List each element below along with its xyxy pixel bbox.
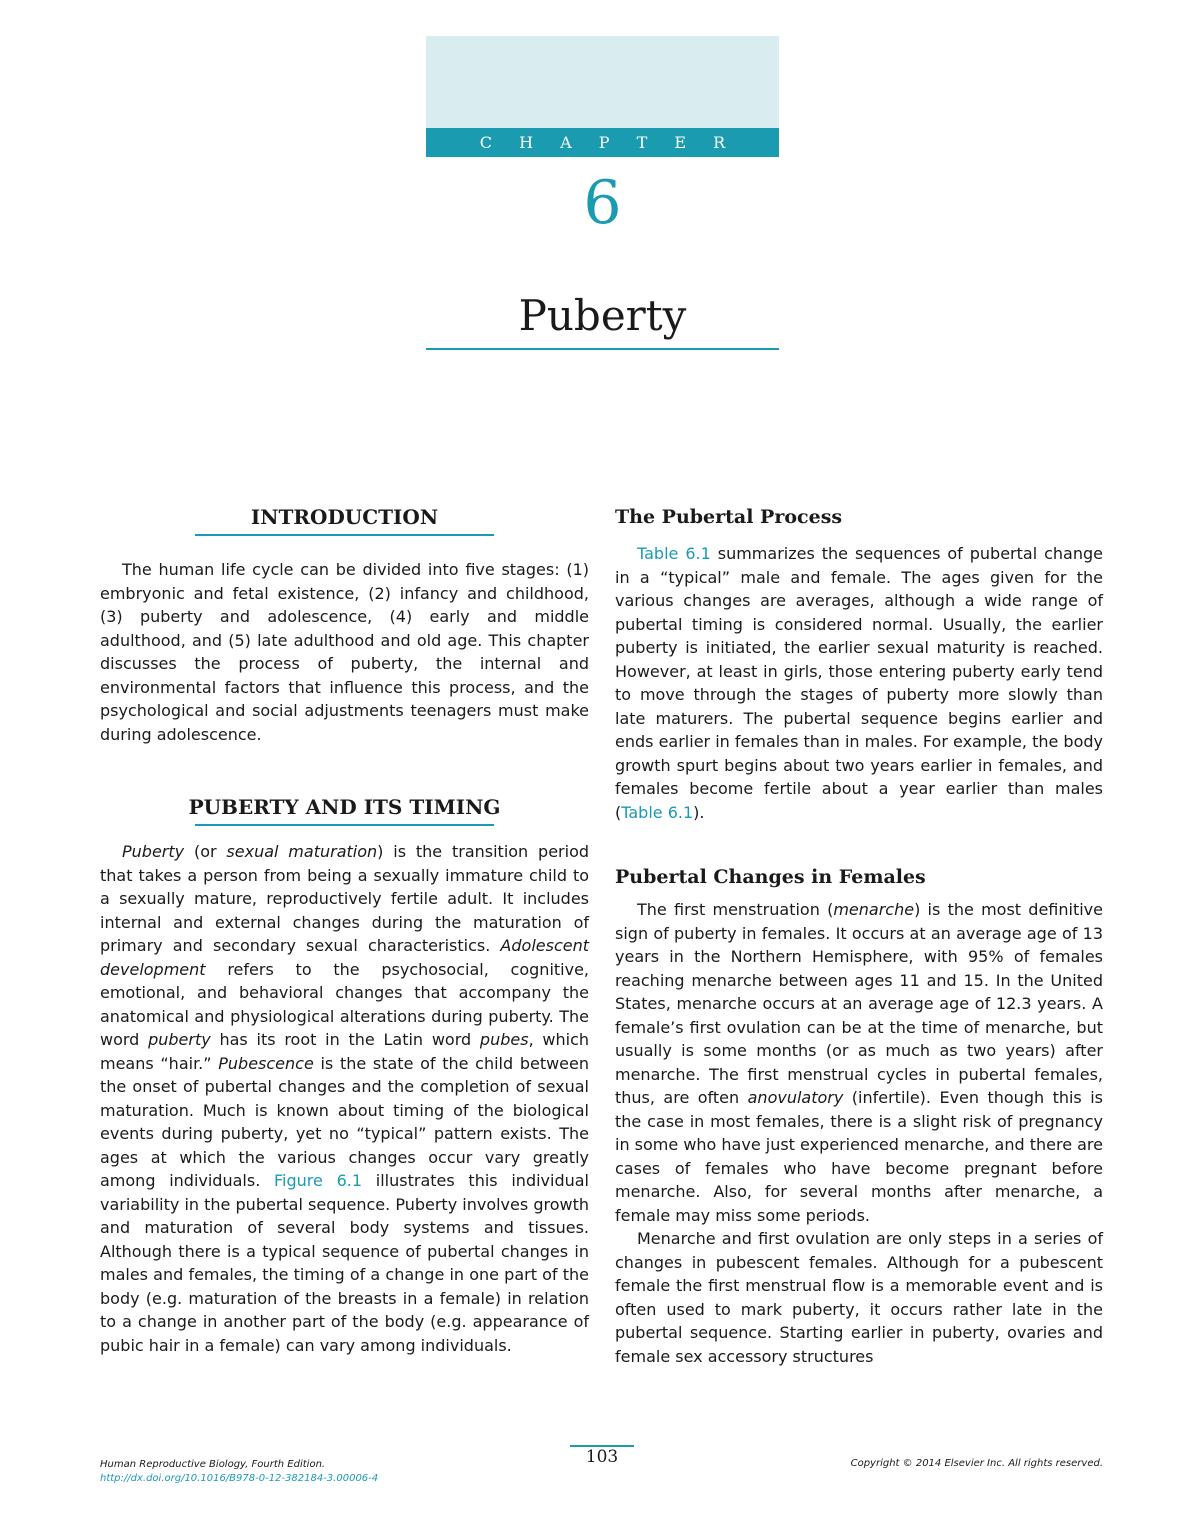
text: summarizes the sequences of pubertal change in a “typical” male and female. The ages given for the various changes are averages, although a wide range of pubertal timing is considered normal. Usually, the earlier puberty is initiated, the earlier sexual maturity is reached. However, at least in girls, those entering puberty early tend to move through the stages of puberty more slowly than late maturers. The pubertal sequence begins earlier and ends earlier in females than in males. For example, the body growth spurt begins about two years earlier in females, and females become fertile about a year earlier than males (	[615, 544, 1103, 822]
doi-link[interactable]: http://dx.doi.org/10.1016/B978-0-12-382184-3.00006-4	[100, 1473, 379, 1484]
text: ) is the most definitive sign of puberty in females. It occurs at an average age of 13 years in the Northern Hemisphere, with 95% of females reaching menarche between ages 11 and 15. In the United States, menarche occurs at an average age of 12.3 years. A female’s first ovulation can be at the time of menarche, but usually is some months (or as much as two years) after menarche. The first menstrual cycles in pubertal females, thus, are often	[615, 900, 1103, 1107]
copyright: Copyright © 2014 Elsevier Inc. All rights reserved.	[850, 1458, 1103, 1469]
left-column	[100, 500, 589, 1357]
chapter-number: 6	[583, 168, 622, 238]
term: sexual maturation	[226, 842, 378, 861]
text: The first menstruation (	[637, 900, 834, 919]
text: ) is the transition period that takes a person from being a sexually immature child to a sexually mature, reproductively fertile adult. It includes internal and external changes during the maturation of primary and secondary sexual characteristics.	[100, 842, 590, 955]
section-heading-introduction: INTRODUCTION	[250, 505, 439, 529]
table-link[interactable]: Table 6.1	[621, 802, 694, 822]
section-heading-timing: PUBERTY AND ITS TIMING	[188, 795, 501, 819]
text: (infertile). Even though this is the case in most females, there is a slight risk of pregnancy in some who have just experienced menarche, and there are cases of females who have become pregnant before menarche. Also, for several months after menarche, a female may miss some periods.	[615, 1088, 1104, 1225]
term: anovulatory	[747, 1088, 844, 1107]
chapter-header-box	[426, 36, 779, 128]
book-title: Human Reproductive Biology, Fourth Edition.	[100, 1459, 326, 1470]
term: Puberty	[122, 842, 185, 861]
title-rule	[426, 348, 779, 350]
term: puberty	[148, 1030, 211, 1049]
chapter-label: C H A P T E R	[426, 128, 779, 157]
figure-link[interactable]: Figure 6.1	[274, 1171, 363, 1190]
text: (or	[184, 842, 227, 861]
females-paragraph-1	[615, 898, 1103, 1227]
timing-paragraph	[100, 840, 589, 1357]
footer-citation	[100, 1458, 378, 1486]
page-number: 103	[585, 1447, 619, 1467]
text: has its root in the Latin word	[210, 1030, 480, 1049]
subheading-pubertal-process: The Pubertal Process	[615, 506, 843, 528]
process-paragraph	[615, 542, 1103, 824]
term: pubes	[479, 1030, 529, 1049]
right-column	[615, 500, 1103, 1368]
text: ).	[693, 802, 705, 822]
term: Pubescence	[218, 1053, 314, 1073]
term: menarche	[833, 900, 915, 919]
text: refers to the psychosocial, cognitive, emotional, and behavioral changes that accompany the anatomical and physiological alterations during puberty. The word	[100, 959, 589, 1049]
subheading-females: Pubertal Changes in Females	[615, 866, 926, 888]
females-paragraph-2: Menarche and first ovulation are only steps in a series of changes in pubescent females. Although for a pubescent female the first menstrual flow is a memorable event and is often used to mark puberty, it occurs rather late in the pubertal sequence. Starting earlier in puberty, ovaries and female sex accessory structures	[615, 1229, 1103, 1366]
table-link[interactable]: Table 6.1	[637, 544, 711, 563]
text: is the state of the child between the onset of pubertal changes and the completion of sexual maturation. Much is known about timing of the biological events during puberty, yet no “typical” pattern exists. The ages at which the various changes occur vary greatly among individuals.	[100, 1053, 590, 1190]
intro-paragraph: The human life cycle can be divided into five stages: (1) embryonic and fetal existence, (2) infancy and childhood, (3) puberty and adolescence, (4) early and middle adulthood, and (5) late adulthood and old age. This chapter discusses the process of puberty, the internal and environmental factors that influence this process, and the psychological and social adjustments teenagers must make during adolescence.	[100, 560, 589, 744]
text: , which means “hair.”	[100, 1030, 590, 1073]
chapter-title: Puberty	[518, 291, 687, 340]
text: illustrates this individual variability in the pubertal sequence. Puberty involves growth and maturation of several body systems and tissues. Although there is a typical sequence of pubertal changes in males and females, the timing of a change in one part of the body (e.g. maturation of the breasts in a female) in relation to a change in another part of the body (e.g. appearance of pubic hair in a female) can vary among individuals.	[100, 1171, 590, 1355]
term: Adolescent development	[100, 936, 589, 979]
